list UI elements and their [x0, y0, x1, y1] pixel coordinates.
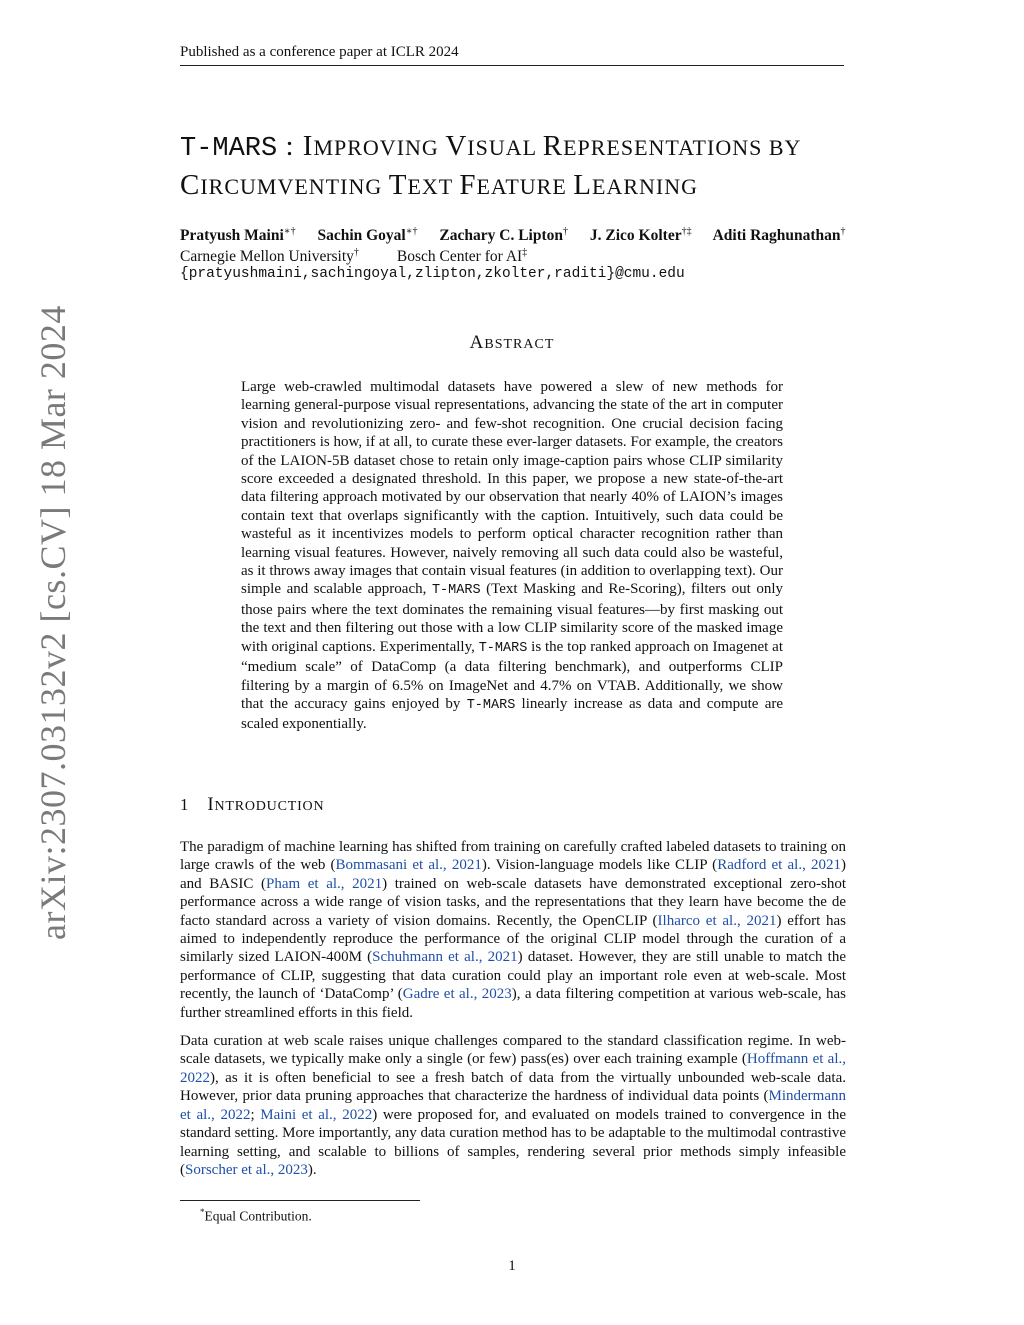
footnote-divider — [180, 1200, 420, 1201]
citation-link[interactable]: Sorscher et al., 2023 — [185, 1161, 308, 1178]
citation-link[interactable]: Hoffmann et al., 2022 — [180, 1051, 846, 1086]
running-header: Published as a conference paper at ICLR 2024 — [180, 44, 844, 66]
method-name: T-MARS — [478, 640, 528, 656]
citation-link[interactable]: Schuhmann et al., 2021 — [372, 949, 518, 966]
citation-link[interactable]: Bommasani et al., 2021 — [335, 857, 482, 874]
citation-link[interactable]: Gadre et al., 2023 — [402, 986, 512, 1003]
method-name: T-MARS — [431, 583, 481, 599]
citation-link[interactable]: Pham et al., 2021 — [266, 875, 383, 892]
arxiv-identifier[interactable]: arXiv:2307.03132v2 [cs.CV] 18 Mar 2024 — [33, 305, 73, 940]
paper-title: T-MARS : IMPROVING VISUAL REPRESENTATIONS BY CIRCUMVENTING TEXT FEATURE LEARNING — [180, 130, 802, 201]
abstract-heading: ABSTRACT — [469, 332, 555, 353]
citation-link[interactable]: Ilharco et al., 2021 — [657, 912, 777, 929]
section-heading-introduction: 1 INTRODUCTION — [180, 794, 325, 815]
author: Zachary C. Lipton† — [439, 226, 569, 245]
author: J. Zico Kolter†‡ — [589, 226, 692, 245]
citation-link[interactable]: Radford et al., 2021 — [717, 857, 842, 874]
method-name: T-MARS — [180, 134, 278, 164]
citation-link[interactable]: Mindermann et al., 2022 — [180, 1088, 846, 1123]
affiliation: Bosch Center for AI‡ — [396, 247, 528, 266]
page-number: 1 — [508, 1258, 516, 1274]
author-emails[interactable]: {pratyushmaini,sachingoyal,zlipton,zkolter,raditi}@cmu.edu — [180, 266, 685, 282]
paragraph: Data curation at web scale raises unique challenges compared to the standard classification regime. In web-scale datasets, we typically make only a single (or few) pass(es) over each training example (Hoffmann et al., 2022), as it is often beneficial to see a fresh batch of data from the virtually unbounded web-scale data. However, prior data pruning approaches that characterize the hardness of individual data points (Mindermann et al., 2022; Maini et al., 2022) were proposed for, and evaluated on models trained to convergence in the standard setting. More importantly, any data curation method has to be adaptable to the multimodal contrastive learning setting, and scalable to billions of samples, rendering several prior methods simply infeasible (Sorscher et al., 2023). — [180, 1033, 847, 1178]
author: Pratyush Maini∗† — [180, 226, 296, 245]
author-list — [180, 226, 900, 245]
author: Aditi Raghunathan† — [712, 226, 846, 245]
footnote: *Equal Contribution. — [200, 1207, 312, 1224]
abstract-body: Large web-crawled multimodal datasets have powered a slew of new methods for learning general-purpose visual representations, advancing the state of the art in computer vision and revolutionizing zero- and few-shot recognition. One crucial decision facing practitioners is how, if at all, to curate these ever-larger datasets. For example, the creators of the LAION-5B dataset chose to retain only image-caption pairs whose CLIP similarity score exceeded a designated threshold. In this paper, we propose a new state-of-the-art data filtering approach motivated by our observation that nearly 40% of LAION’s images contain text that overlaps significantly with the caption. Intuitively, such data could be wasteful as it incentivizes models to perform optical character recognition rather than learning visual features. However, naively removing all such data could also be wasteful, as it throws away images that contain visual features (in addition to overlapping text). Our simple and scalable approach, T-MARS (Text Masking and Re-Scoring), filters out only those pairs where the text dominates the remaining visual features—by first masking out the text and then filtering out those with a low CLIP similarity score of the masked image with original captions. Experimentally, T-MARS is the top ranked approach on Imagenet at “medium scale” of DataComp (a data filtering benchmark), and outperforms CLIP filtering by a margin of 6.5% on ImageNet and 4.7% on VTAB. Additionally, we show that the accuracy gains enjoyed by T-MARS linearly increase as data and compute are scaled exponentially. — [241, 379, 784, 733]
paragraph: The paradigm of machine learning has shifted from training on carefully crafted labeled datasets to training on large crawls of the web (Bommasani et al., 2021). Vision-language models like CLIP (Radford et al., 2021) and BASIC (Pham et al., 2021) trained on web-scale datasets have demonstrated exceptional zero-shot performance across a wide range of vision tasks, and the representations that they learn have become the de facto standard across a variety of vision domains. Recently, the OpenCLIP (Ilharco et al., 2021) effort has aimed to independently reproduce the performance of the original CLIP model through the curation of a similarly sized LAION-400M (Schuhmann et al., 2021) dataset. However, they are still unable to match the performance of CLIP, suggesting that data curation could play an important role even at web-scale. Most recently, the launch of ‘DataComp’ (Gadre et al., 2023), a data filtering competition at various web-scale, has further streamlined efforts in this field. — [180, 839, 847, 1021]
affiliations — [180, 247, 527, 266]
affiliation: Carnegie Mellon University† — [180, 247, 359, 266]
citation-link[interactable]: Maini et al., 2022 — [260, 1106, 373, 1123]
introduction-body — [180, 838, 846, 1189]
method-name: T-MARS — [466, 697, 516, 713]
author: Sachin Goyal∗† — [317, 226, 418, 245]
